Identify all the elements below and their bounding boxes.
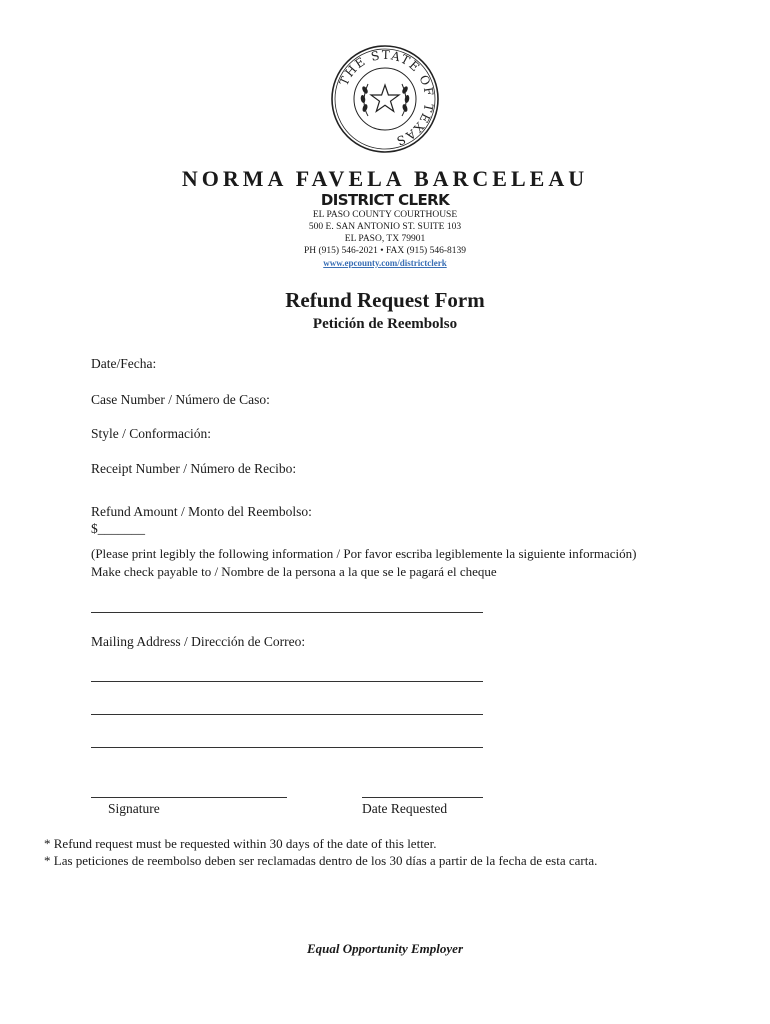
date-requested-line[interactable] [362, 797, 483, 798]
receipt-number-label: Receipt Number / Número de Recibo: [91, 461, 297, 476]
address-line-field-2[interactable] [91, 714, 483, 715]
phone-fax: PH (915) 546-2021 • FAX (915) 546-8139 [303, 246, 466, 256]
payee-name-line[interactable] [91, 612, 483, 613]
clerk-name: NORMA FAVELA BARCELEAU [181, 166, 589, 191]
address-line-2: 500 E. SAN ANTONIO ST. SUITE 103 [308, 222, 462, 232]
address-line-1: EL PASO COUNTY COURTHOUSE [312, 210, 458, 220]
case-number-label: Case Number / Número de Caso: [91, 392, 270, 407]
address-line-field-1[interactable] [91, 681, 483, 682]
texas-seal-icon [330, 44, 440, 154]
refund-amount-blank: $_______ [91, 521, 145, 536]
address-line-3: EL PASO, TX 79901 [344, 234, 426, 244]
style-label: Style / Conformación: [91, 426, 211, 441]
date-label: Date/Fecha: [91, 356, 157, 371]
address-line-field-3[interactable] [91, 747, 483, 748]
signature-label: Signature [108, 801, 160, 816]
payable-label: Make check payable to / Nombre de la persona a la que se le pagará el cheque [91, 564, 497, 579]
note-spanish: * Las peticiones de reembolso deben ser reclamadas dentro de los 30 días a partir de la fecha de esta carta. [44, 853, 598, 868]
seal-ring-text: THE STATE OF TEXAS [336, 47, 437, 149]
note-english: * Refund request must be requested within 30 days of the date of this letter. [44, 836, 437, 851]
footer-text: Equal Opportunity Employer [306, 941, 464, 956]
refund-amount-label: Refund Amount / Monto del Reembolso: [91, 504, 312, 519]
office-title: DISTRICT CLERK [320, 191, 450, 209]
date-requested-label: Date Requested [362, 801, 448, 816]
signature-line[interactable] [91, 797, 287, 798]
instructions-text: (Please print legibly the following information / Por favor escriba legiblemente la siguiente información) [91, 546, 637, 561]
mailing-address-label: Mailing Address / Dirección de Correo: [91, 634, 306, 649]
form-subtitle: Petición de Reembolso [312, 316, 458, 332]
form-title: Refund Request Form [285, 288, 485, 312]
website-link[interactable]: www.epcounty.com/districtclerk [323, 258, 447, 268]
